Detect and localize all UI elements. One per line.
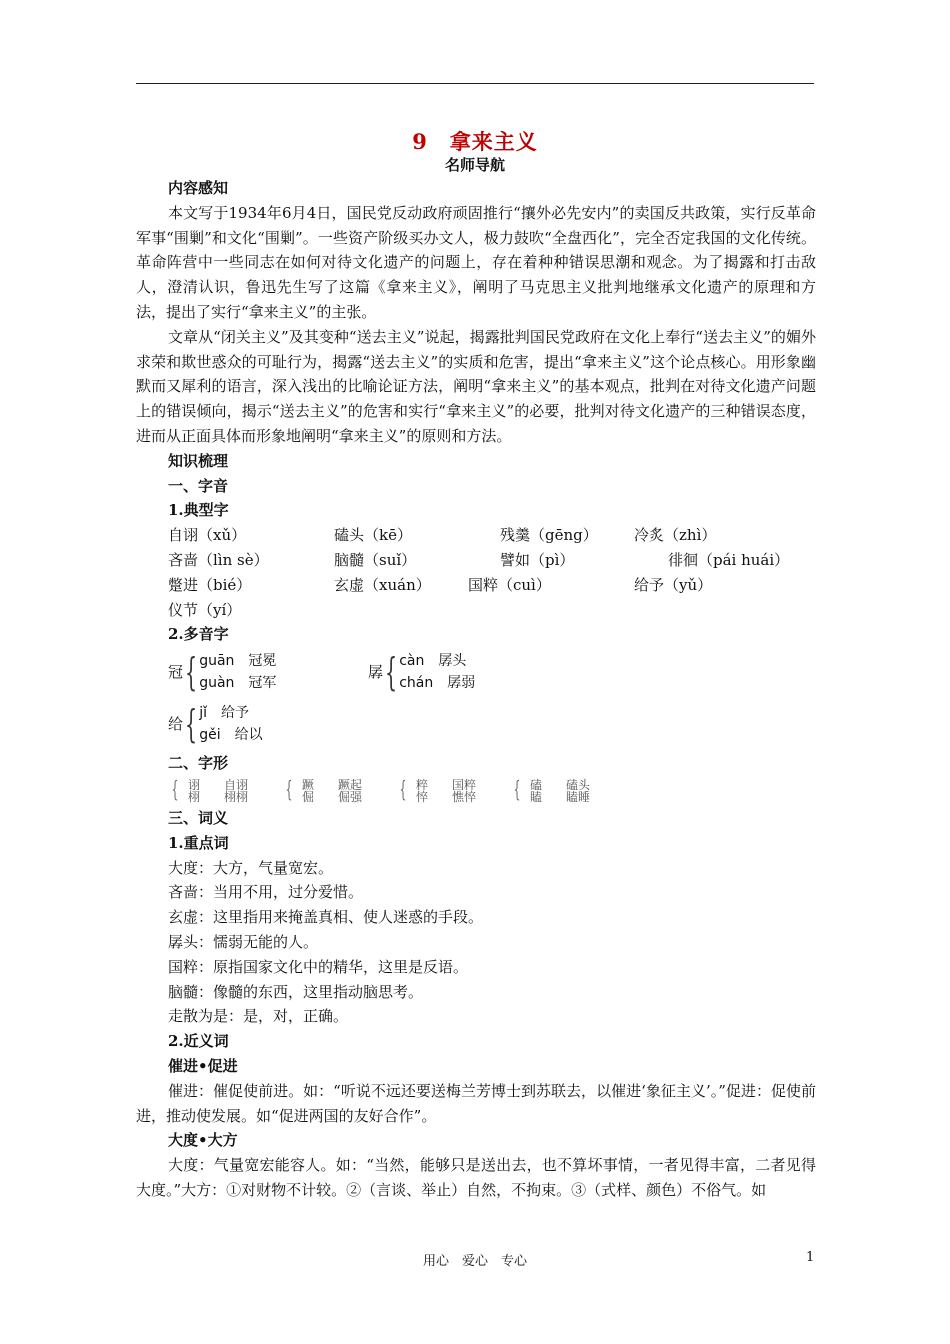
key-word-entry: 玄虚：这里指用来掩盖真相、使人迷惑的手段。 bbox=[168, 908, 484, 927]
typical-item: 脑髓（suǐ） bbox=[334, 550, 417, 569]
pinyin: guān bbox=[199, 652, 235, 669]
example-word: 孱弱 bbox=[447, 674, 476, 691]
typical-item: 吝啬（lìn sè） bbox=[168, 550, 269, 569]
example-word: 冠军 bbox=[248, 674, 277, 691]
brace-icon: { bbox=[171, 777, 179, 803]
brace-icon: { bbox=[385, 650, 398, 695]
section-heading-content: 内容感知 bbox=[168, 179, 229, 197]
brace-icon: { bbox=[513, 777, 521, 803]
polyphonic-char: 孱 bbox=[368, 662, 384, 681]
typical-row bbox=[136, 598, 816, 623]
glyph-form-group bbox=[510, 779, 590, 804]
typical-row bbox=[136, 523, 816, 548]
glyph-form-line: 诩 自诩 bbox=[188, 777, 249, 792]
polyphonic-group bbox=[168, 647, 816, 699]
key-word-entry: 走散为是：是，对，正确。 bbox=[168, 1007, 349, 1026]
key-word-entry: 吝啬：当用不用，过分爱惜。 bbox=[168, 883, 364, 902]
pinyin: guàn bbox=[199, 674, 235, 691]
document-body bbox=[136, 176, 816, 1203]
polyphonic-group bbox=[168, 699, 816, 751]
heading-glyph-form: 二、字形 bbox=[168, 754, 229, 773]
glyph-form-group bbox=[168, 779, 248, 804]
heading-polyphonic: 2.多音字 bbox=[168, 625, 229, 644]
pinyin: chán bbox=[399, 674, 434, 691]
typical-item: 磕头（kē） bbox=[334, 526, 412, 545]
typical-item: 譬如（pì） bbox=[500, 550, 575, 569]
typical-item: 自诩（xǔ） bbox=[168, 526, 247, 545]
typical-row bbox=[136, 548, 816, 573]
synonym-pair-text: 催进：催促使前进。如：“听说不远还要送梅兰芳博士到苏联去，以催进‘象征主义’。”促进：促使前进，推动使发展。如“促进两国的友好合作”。 bbox=[136, 1081, 816, 1125]
example-word: 给以 bbox=[234, 726, 263, 743]
polyphonic-entry bbox=[368, 647, 475, 697]
example-word: 给予 bbox=[220, 704, 249, 721]
typical-item: 国粹（cuì） bbox=[468, 575, 551, 594]
synonym-pair-text: 大度：气量宽宏能容人。如：“当然，能够只是送出去，也不算坏事情，一者见得丰富，二者见得大度。”大方：①对财物不计较。②（言谈、举止）自然，不拘束。③（式样、颜色）不俗气。如 bbox=[136, 1156, 816, 1199]
key-word-entry: 国粹：原指国家文化中的精华，这里是反语。 bbox=[168, 957, 469, 976]
header-rule bbox=[136, 83, 814, 84]
heading-key-words: 1.重点词 bbox=[168, 833, 229, 852]
glyph-form-line: 粹 国粹 bbox=[416, 777, 477, 792]
brace-icon: { bbox=[399, 777, 407, 803]
glyph-form-line: 倔 倔强 bbox=[302, 789, 363, 804]
brace-icon: { bbox=[285, 777, 293, 803]
typical-item: 给予（yǔ） bbox=[634, 575, 713, 594]
synonym-pair-heading: 催进•促进 bbox=[168, 1056, 238, 1075]
polyphonic-char: 冠 bbox=[168, 662, 184, 681]
heading-word-meaning: 三、词义 bbox=[168, 808, 229, 827]
section-heading-knowledge: 知识梳理 bbox=[168, 451, 229, 470]
polyphonic-entry bbox=[168, 647, 276, 697]
pinyin: càn bbox=[399, 652, 425, 669]
key-word-entry: 脑髓：像髓的东西，这里指动脑思考。 bbox=[168, 982, 424, 1001]
page-number: 1 bbox=[806, 1250, 815, 1265]
glyph-form-line: 蹶 蹶起 bbox=[302, 777, 363, 792]
glyph-form-line: 悴 憔悴 bbox=[416, 789, 477, 804]
glyph-form-group bbox=[282, 779, 362, 804]
glyph-form-line: 栩 栩栩 bbox=[188, 789, 249, 804]
heading-typical-chars: 1.典型字 bbox=[168, 501, 229, 520]
typical-item: 徘徊（pái huái） bbox=[668, 550, 790, 569]
typical-item: 蹩进（bié） bbox=[168, 575, 252, 594]
page-title: 9 拿来主义 bbox=[412, 129, 538, 154]
heading-pronunciation: 一、字音 bbox=[168, 476, 229, 495]
paragraph-2: 文章从“闭关主义”及其变种“送去主义”说起，揭露批判国民党政府在文化上奉行“送去主义”的媚外求荣和欺世惑众的可耻行为，揭露“送去主义”的实质和危害，提出“拿来主义”这个论点核心。用形象幽默而又犀利的语言，深入浅出的比喻论证方法，阐明“拿来主义”的基本观点，批判在对待文化遗产问题上的错误倾向，揭示“送去主义”的危害和实行“拿来主义”的必要，批判对待文化遗产的三种错误态度，进而从正面具体而形象地阐明“拿来主义”的原则和方法。 bbox=[136, 327, 816, 445]
typical-item: 冷炙（zhì） bbox=[634, 526, 717, 545]
synonym-pair-heading: 大度•大方 bbox=[168, 1131, 238, 1150]
pinyin: jǐ bbox=[199, 704, 207, 721]
glyph-form-line: 磕 磕头 bbox=[530, 777, 591, 792]
glyph-form-line: 瞌 瞌睡 bbox=[530, 789, 591, 804]
polyphonic-entry bbox=[168, 699, 263, 749]
glyph-form-row bbox=[136, 776, 816, 806]
typical-item: 仪节（yí） bbox=[168, 600, 242, 619]
key-word-entry: 孱头：懦弱无能的人。 bbox=[168, 932, 319, 951]
brace-icon: { bbox=[185, 702, 198, 747]
glyph-form-group bbox=[396, 779, 476, 804]
page-footer: 用心 爱心 专心 bbox=[422, 1254, 527, 1269]
typical-row bbox=[136, 573, 816, 598]
brace-icon: { bbox=[185, 650, 198, 695]
polyphonic-char: 给 bbox=[168, 714, 184, 733]
pinyin: gěi bbox=[199, 726, 221, 743]
typical-item: 残羹（gēng） bbox=[500, 526, 598, 545]
paragraph-1: 本文写于1934年6月4日，国民党反动政府顽固推行“攘外必先安内”的卖国反共政策，实行反革命军事“围剿”和文化“围剿”。一些资产阶级买办文人，极力鼓吹“全盘西化”，完全否定我国的文化传统。革命阵营中一些同志在如何对待文化遗产的问题上，存在着种种错误思潮和观念。为了揭露和打击敌人，澄清认识，鲁迅先生写了这篇《拿来主义》，阐明了马克思主义批判地继承文化遗产的原理和方法，提出了实行“拿来主义”的主张。 bbox=[136, 203, 816, 321]
example-word: 孱头 bbox=[438, 652, 467, 669]
key-word-entry: 大度：大方，气量宽宏。 bbox=[168, 858, 334, 877]
page-subtitle: 名师导航 bbox=[444, 156, 505, 174]
heading-synonyms: 2.近义词 bbox=[168, 1032, 229, 1051]
typical-item: 玄虚（xuán） bbox=[334, 575, 431, 594]
example-word: 冠冕 bbox=[248, 652, 277, 669]
